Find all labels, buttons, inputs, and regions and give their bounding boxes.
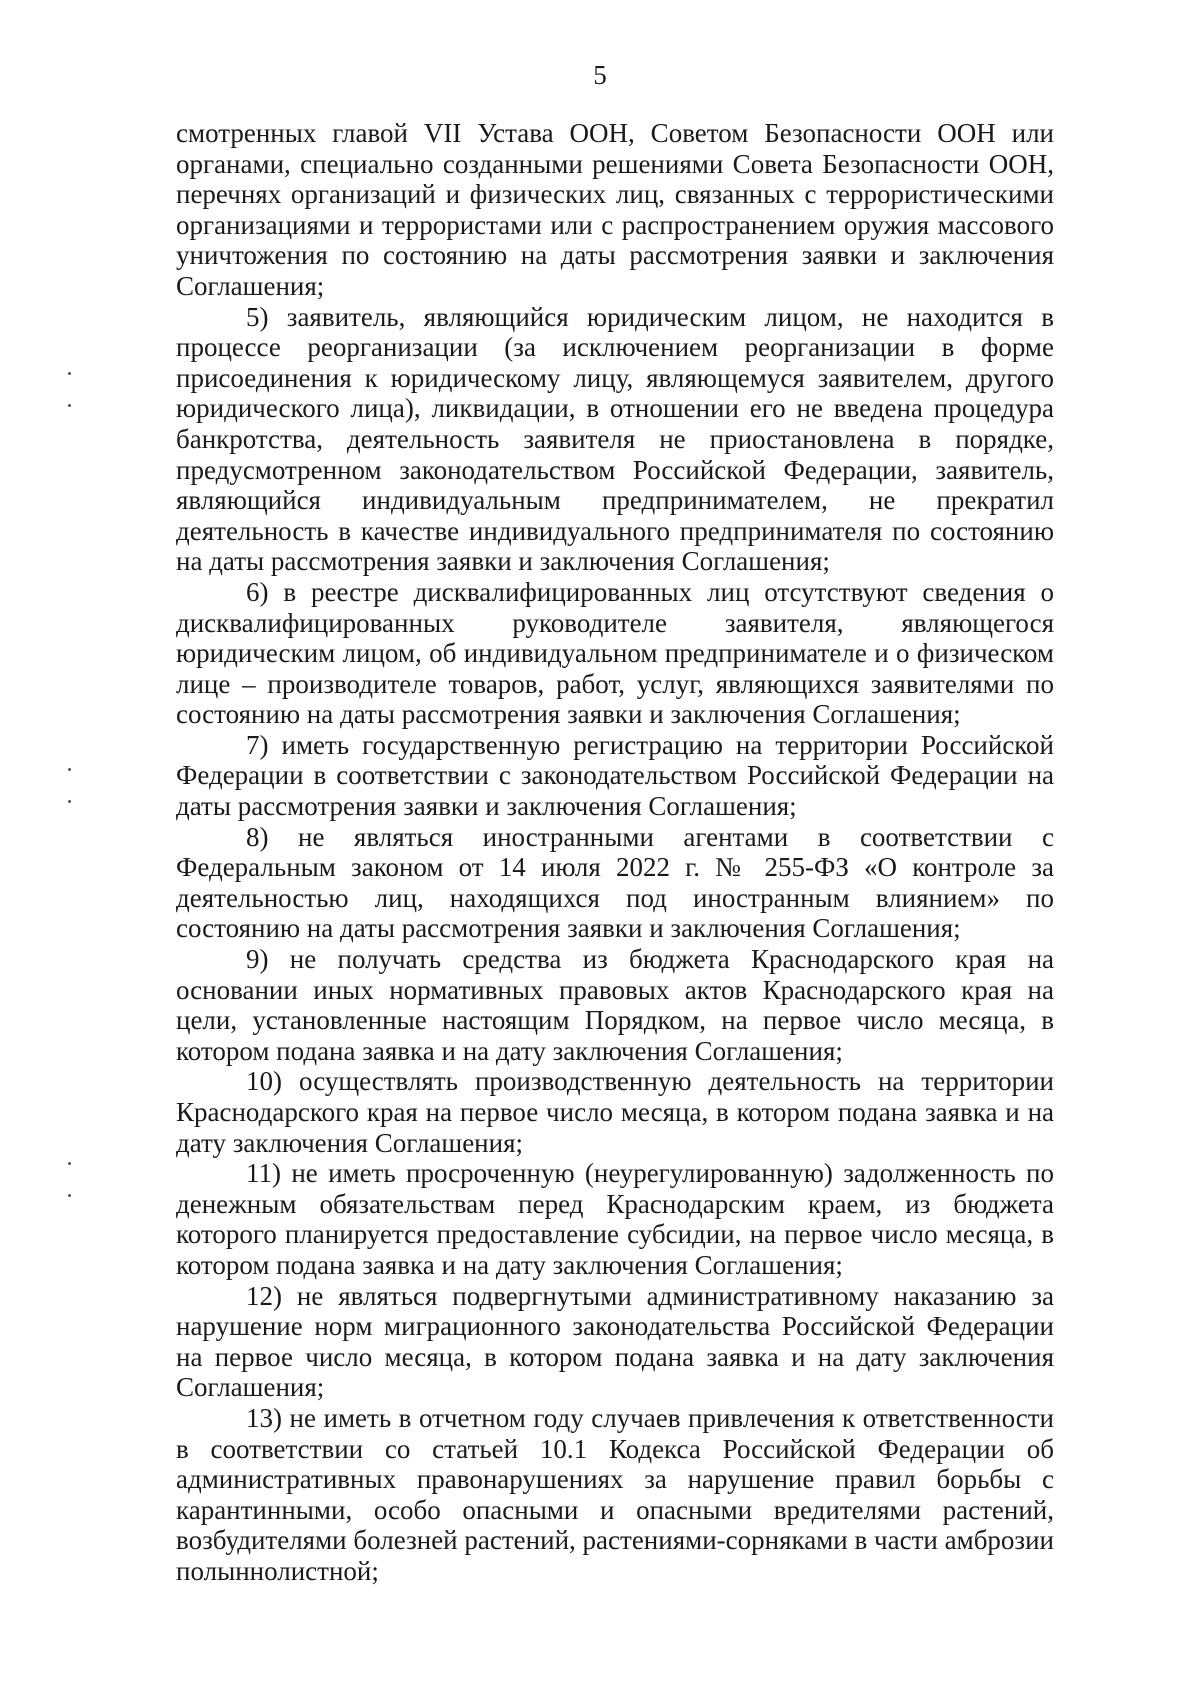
paragraph-item-6: 6) в реестре дисквалифицированных лиц отсутствуют сведения о дисквалифицированных руководителе заявителя, являющегося юридическим лицом, об индивидуальном предпринимателе и о физическом лице – производителе товаров, работ, услуг, являющихся заявителями по состоянию на даты рассмотрения заявки и заключения Соглашения; — [176, 576, 1054, 730]
paragraph-item-12: 12) не являться подвергнутыми административному наказанию за нарушение норм миграционного законодательства Российской Федерации на первое число месяца, в котором подана заявка и на дату заключения Соглашения; — [176, 1280, 1054, 1403]
scan-speck — [68, 800, 71, 803]
scan-speck — [68, 1162, 71, 1165]
paragraph-item-11: 11) не иметь просроченную (неурегулированную) задолженность по денежным обязательствам перед Краснодарским краем, из бюджета которого планируется предоставление субсидии, на первое число месяца, в котором подана заявка и на дату заключения Соглашения; — [176, 1158, 1054, 1280]
paragraph-item-5: 5) заявитель, являющийся юридическим лицом, не находится в процессе реорганизации (за исключением реорганизации в форме присоединения к юридическому лицу, являющемуся заявителем, другого юридического лица), ликвидации, в отношении его не введена процедура банкротства, деятельность заявителя не приостановлена в порядке, предусмотренном законодательством Российской Федерации, заявитель, являющийся индивидуальным предпринимателем, не прекратил деятельность в качестве индивидуального предпринимателя по состоянию на даты рассмотрения заявки и заключения Соглашения; — [176, 301, 1054, 577]
document-body — [176, 118, 1054, 1587]
scan-speck — [68, 768, 71, 771]
paragraph-item-8: 8) не являться иностранными агентами в соответствии с Федеральным законом от 14 июля 2022 г. № 255-ФЗ «О контроле за деятельностью лиц, находящихся под иностранным влиянием» по состоянию на даты рассмотрения заявки и заключения Соглашения; — [176, 821, 1054, 944]
paragraph-item-13: 13) не иметь в отчетном году случаев привлечения к ответственности в соответствии со статьей 10.1 Кодекса Российской Федерации об административных правонарушениях за нарушение правил борьбы с карантинными, особо опасными и опасными вредителями растений, возбудителями болезней растений, растениями-сорняками в части амброзии полыннолистной; — [176, 1402, 1054, 1586]
paragraph-item-10: 10) осуществлять производственную деятельность на территории Краснодарского края на первое число месяца, в котором подана заявка и на дату заключения Соглашения; — [176, 1066, 1054, 1158]
scan-speck — [68, 372, 71, 375]
paragraph-continuation: смотренных главой VII Устава ООН, Советом Безопасности ООН или органами, специально созданными решениями Совета Безопасности ООН, перечнях организаций и физических лиц, связанных с террористическими организациями и террористами или с распространением оружия массового уничтожения по состоянию на даты рассмотрения заявки и заключения Соглашения; — [176, 118, 1054, 301]
scan-speck — [68, 1194, 71, 1197]
scan-speck — [68, 404, 71, 407]
paragraph-item-9: 9) не получать средства из бюджета Краснодарского края на основании иных нормативных правовых актов Краснодарского края на цели, установленные настоящим Порядком, на первое число месяца, в котором подана заявка и на дату заключения Соглашения; — [176, 944, 1054, 1066]
paragraph-item-7: 7) иметь государственную регистрацию на территории Российской Федерации в соответствии с законодательством Российской Федерации на даты рассмотрения заявки и заключения Соглашения; — [176, 729, 1054, 822]
page-number: 5 — [593, 60, 607, 90]
